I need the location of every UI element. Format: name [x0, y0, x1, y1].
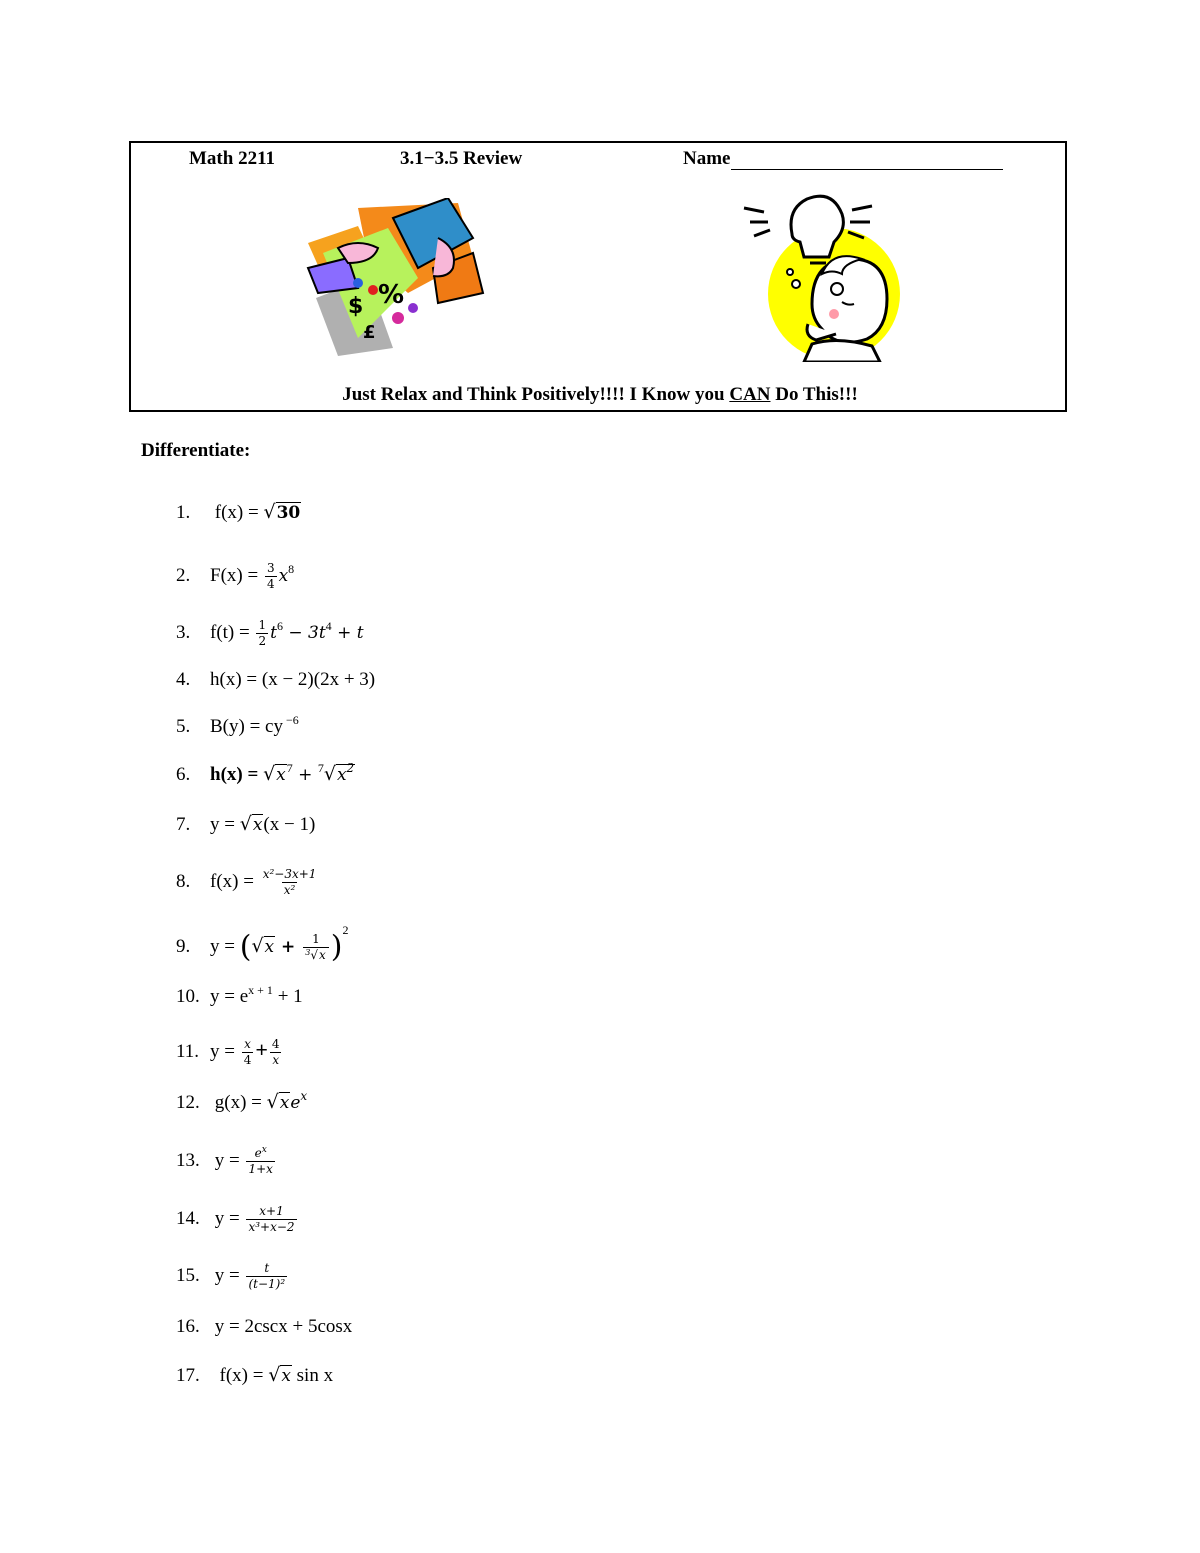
- problem-1: 1. f(x) = √30: [176, 501, 301, 523]
- problem-9: 9. y = (√x + $\frac{1}{^3√x}$ )$^2$: [176, 923, 349, 965]
- course-title: Math 2211: [189, 148, 276, 169]
- motto-emphasis: CAN: [729, 384, 771, 405]
- problem-10: 10. $y = e^{x + 1} + 1$: [176, 983, 303, 1007]
- problem-4: 4. h(x) = (x − 2)(2x + 3): [176, 669, 376, 690]
- instruction: Differentiate:: [141, 440, 251, 461]
- name-label: Name: [683, 148, 731, 169]
- problem-16: 16. y = 2cscx + 5cosx: [176, 1316, 353, 1337]
- problem-6: 6. $h(x) = √x^7 + ^7√x^2$: [176, 761, 355, 785]
- problem-15: 15. y = $\frac{t}{\text{(t−1)²}}$: [176, 1261, 286, 1292]
- svg-text:%: %: [378, 280, 405, 310]
- problem-12: 12. $g(x) = √xe^x$: [176, 1089, 308, 1113]
- math-clipart-icon: [298, 198, 488, 358]
- problem-2: 2. F(x) = $\frac{3}{4}$ $x^8$: [176, 561, 295, 592]
- problem-17: 17. f(x) = √x sin x: [176, 1364, 334, 1386]
- problem-14: 14. y = $\frac{x+1}{\text{x³+x−2}}$: [176, 1204, 295, 1235]
- header-box: [129, 141, 1067, 412]
- problem-13: 13. y = $\frac{e^x}{1+x}$: [176, 1145, 273, 1177]
- name-field[interactable]: [683, 148, 1003, 170]
- lightbulb-thinker-icon: [742, 194, 904, 362]
- problem-7: 7. y = √x(x − 1): [176, 813, 316, 835]
- problem-5: 5. B(y) = cy $^{-6}$: [176, 713, 299, 737]
- name-blank[interactable]: [731, 151, 1003, 170]
- problem-3: 3. f(t) = $\frac{1}{2}$ $t^6 - 3t^4 + t$: [176, 618, 364, 649]
- problem-8: 8. f(x) = $\frac{\text{x²−3x+1}}{\text{x²}}$: [176, 867, 317, 898]
- section-title: 3.1−3.5 Review: [400, 148, 523, 169]
- svg-text:£: £: [363, 322, 376, 343]
- svg-text:$: $: [348, 294, 364, 319]
- motto: Just Relax and Think Positively!!!! I Know you CAN Do This!!!: [342, 384, 858, 405]
- problem-11: 11. y = $\frac{x}{4}$ + $\frac{4}{x}$: [176, 1037, 280, 1068]
